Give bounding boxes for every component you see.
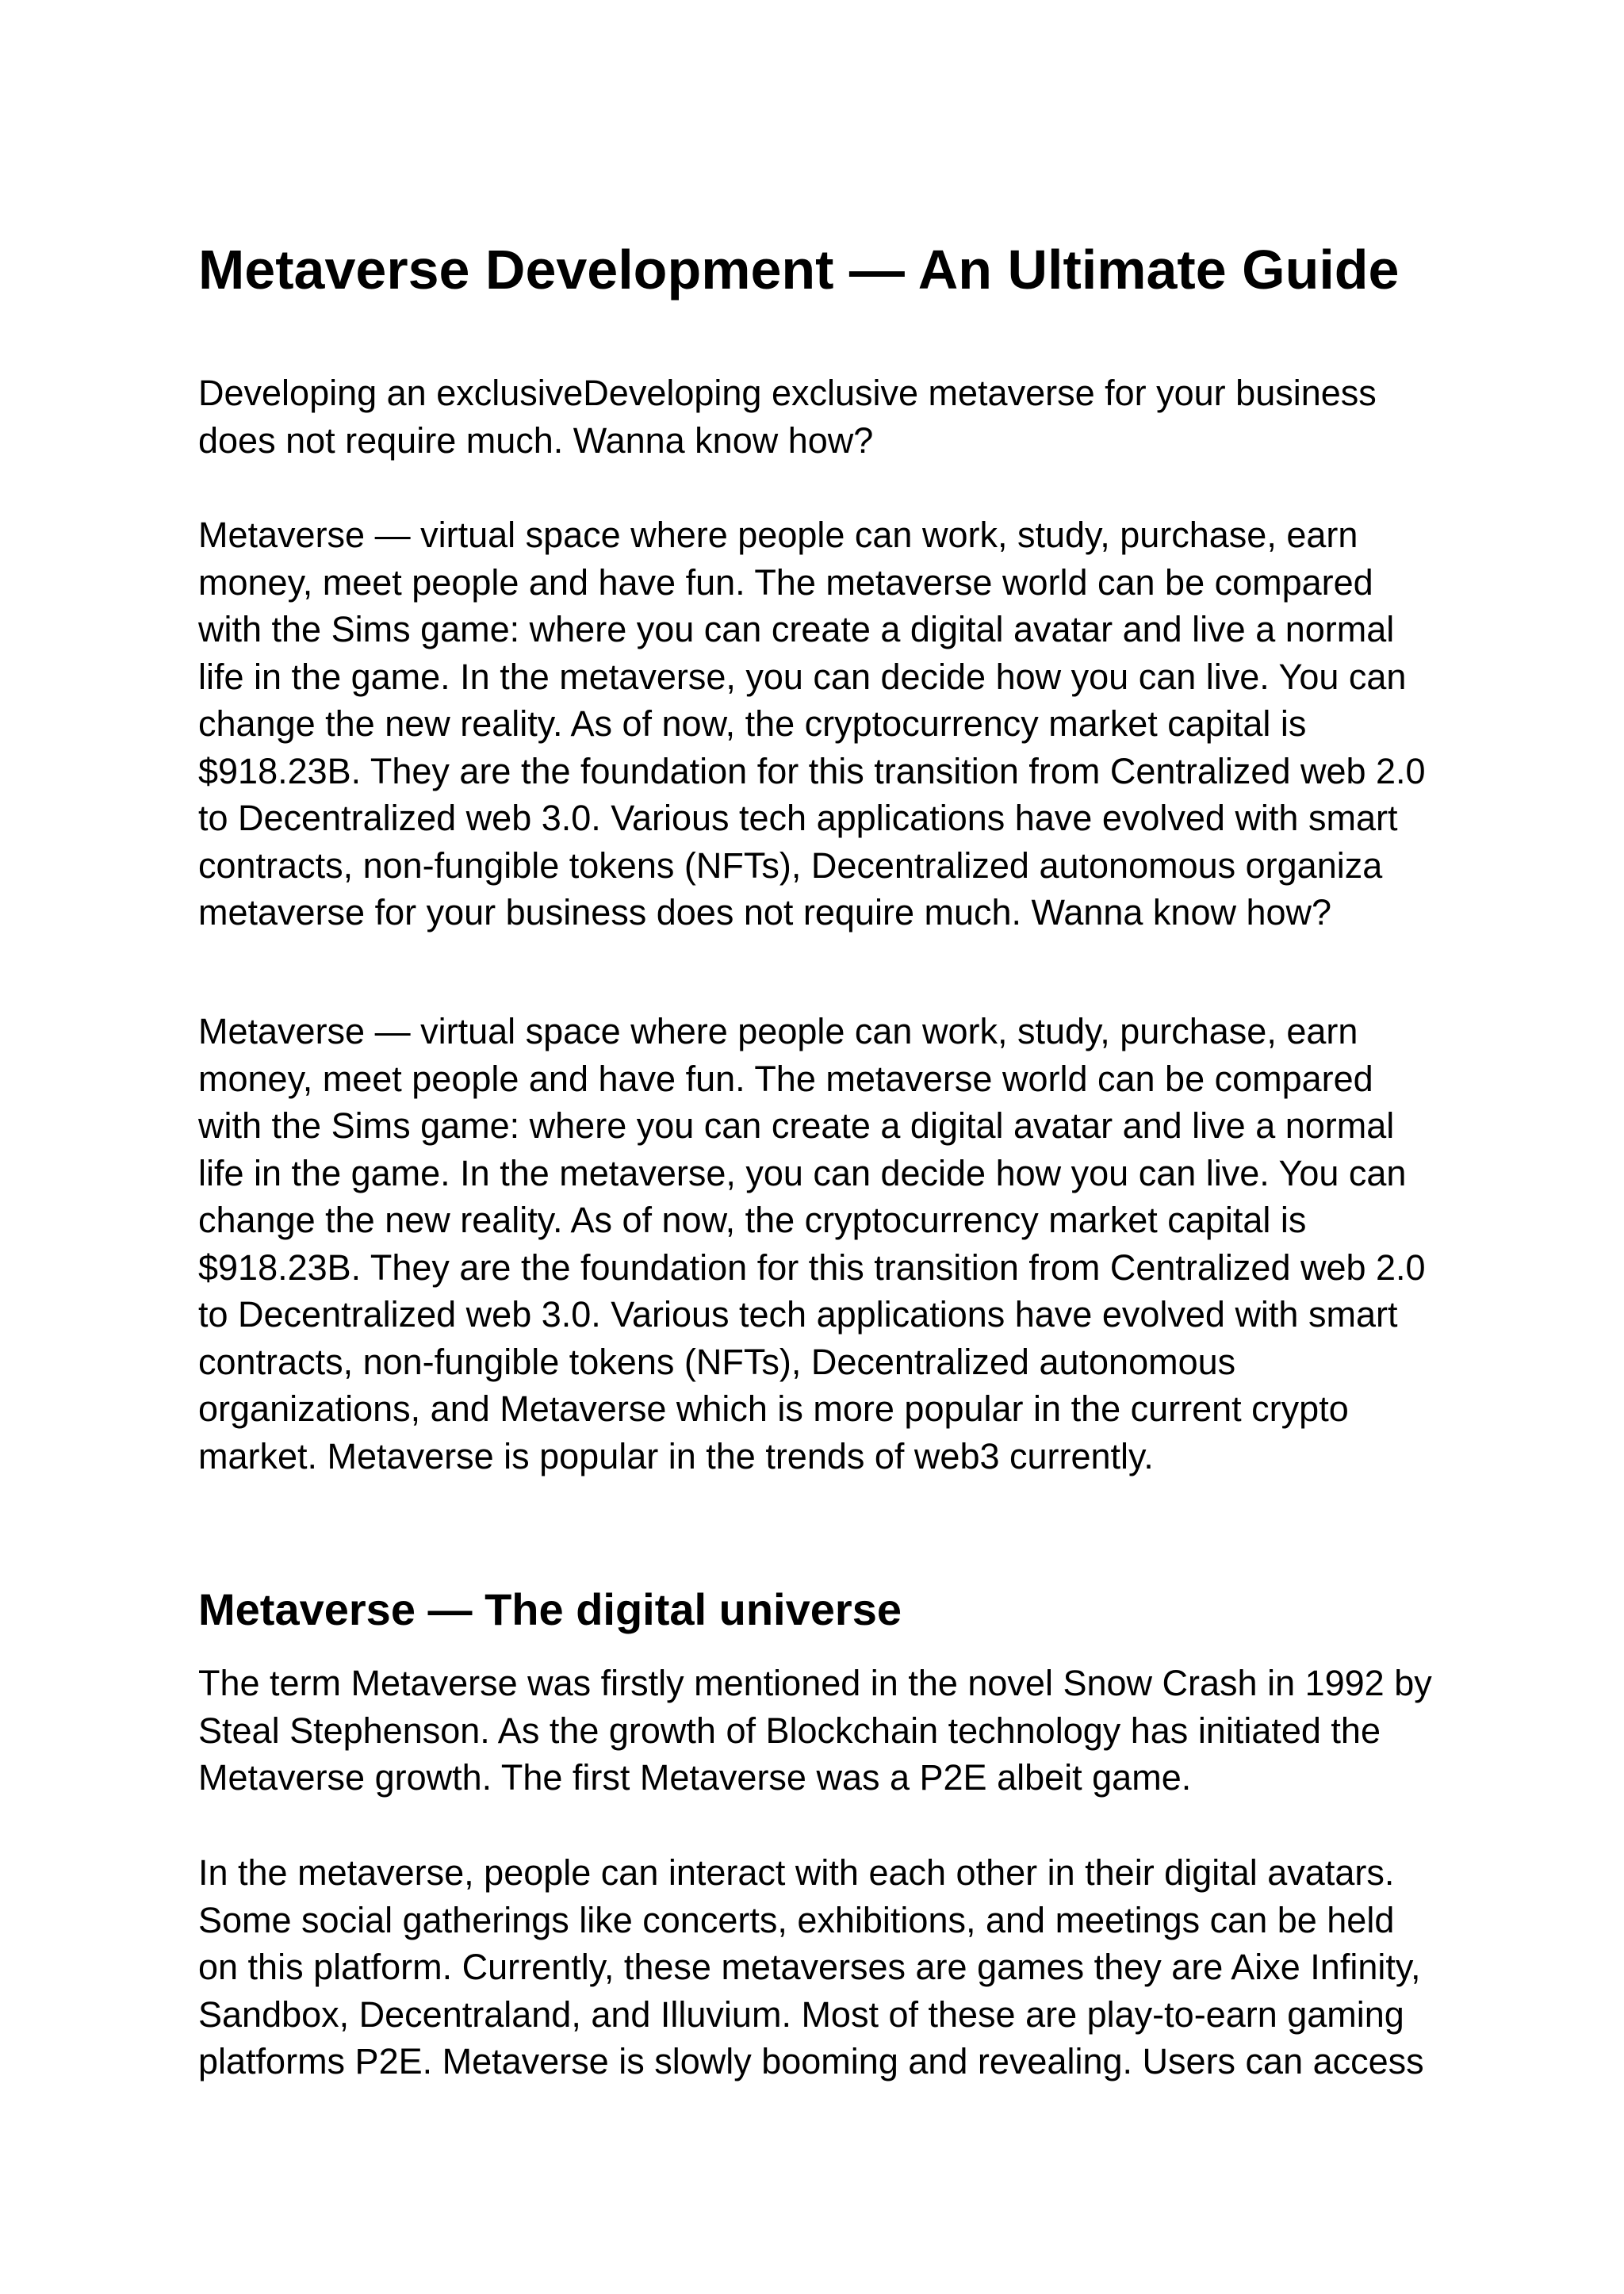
- paragraph-metaverse-definition-1: Metaverse — virtual space where people can work, study, purchase, earn money, meet people and have fun. The metaverse world can be compared with the Sims game: where you can create a digital avatar and live a normal life in the game. In the metaverse, you can decide how you can live. You can change the new reality. As of now, the cryptocurrency market capital is $918.23B. They are the foundation for this transition from Centralized web 2.0 to Decentralized web 3.0. Various tech applications have evolved with smart contracts, non-fungible tokens (NFTs), Decentralized autonomous organiza metaverse for your business does not require much. Wanna know how?: [198, 515, 1426, 933]
- paragraph-metaverse-history: The term Metaverse was firstly mentioned in the novel Snow Crash in 1992 by Steal Stephenson. As the growth of Blockchain technology has initiated the Metaverse growth. The first Metaverse was a P2E albeit game.: [198, 1663, 1432, 1798]
- intro-paragraph: Developing an exclusiveDeveloping exclusive metaverse for your business does not require much. Wanna know how?: [198, 373, 1377, 461]
- paragraph-metaverse-definition-2: Metaverse — virtual space where people can work, study, purchase, earn money, meet people and have fun. The metaverse world can be compared with the Sims game: where you can create a digital avatar and live a normal life in the game. In the metaverse, you can decide how you can live. You can change the new reality. As of now, the cryptocurrency market capital is $918.23B. They are the foundation for this transition from Centralized web 2.0 to Decentralized web 3.0. Various tech applications have evolved with smart contracts, non-fungible tokens (NFTs), Decentralized autonomous organizations, and Metaverse which is more popular in the current crypto market. Metaverse is popular in the trends of web3 currently.: [198, 1011, 1426, 1476]
- section-heading-digital-universe: Metaverse — The digital universe: [198, 1584, 902, 1634]
- document-title: Metaverse Development — An Ultimate Guide: [198, 239, 1400, 301]
- paragraph-metaverse-interaction: In the metaverse, people can interact with each other in their digital avatars. Some social gatherings like concerts, exhibitions, and meetings can be held on this platform. Currently, these metaverses are games they are Aixe Infinity, Sandbox, Decentraland, and Illuvium. Most of these are play-to-earn gaming platforms P2E. Metaverse is slowly booming and revealing. Users can access: [198, 1852, 1424, 2081]
